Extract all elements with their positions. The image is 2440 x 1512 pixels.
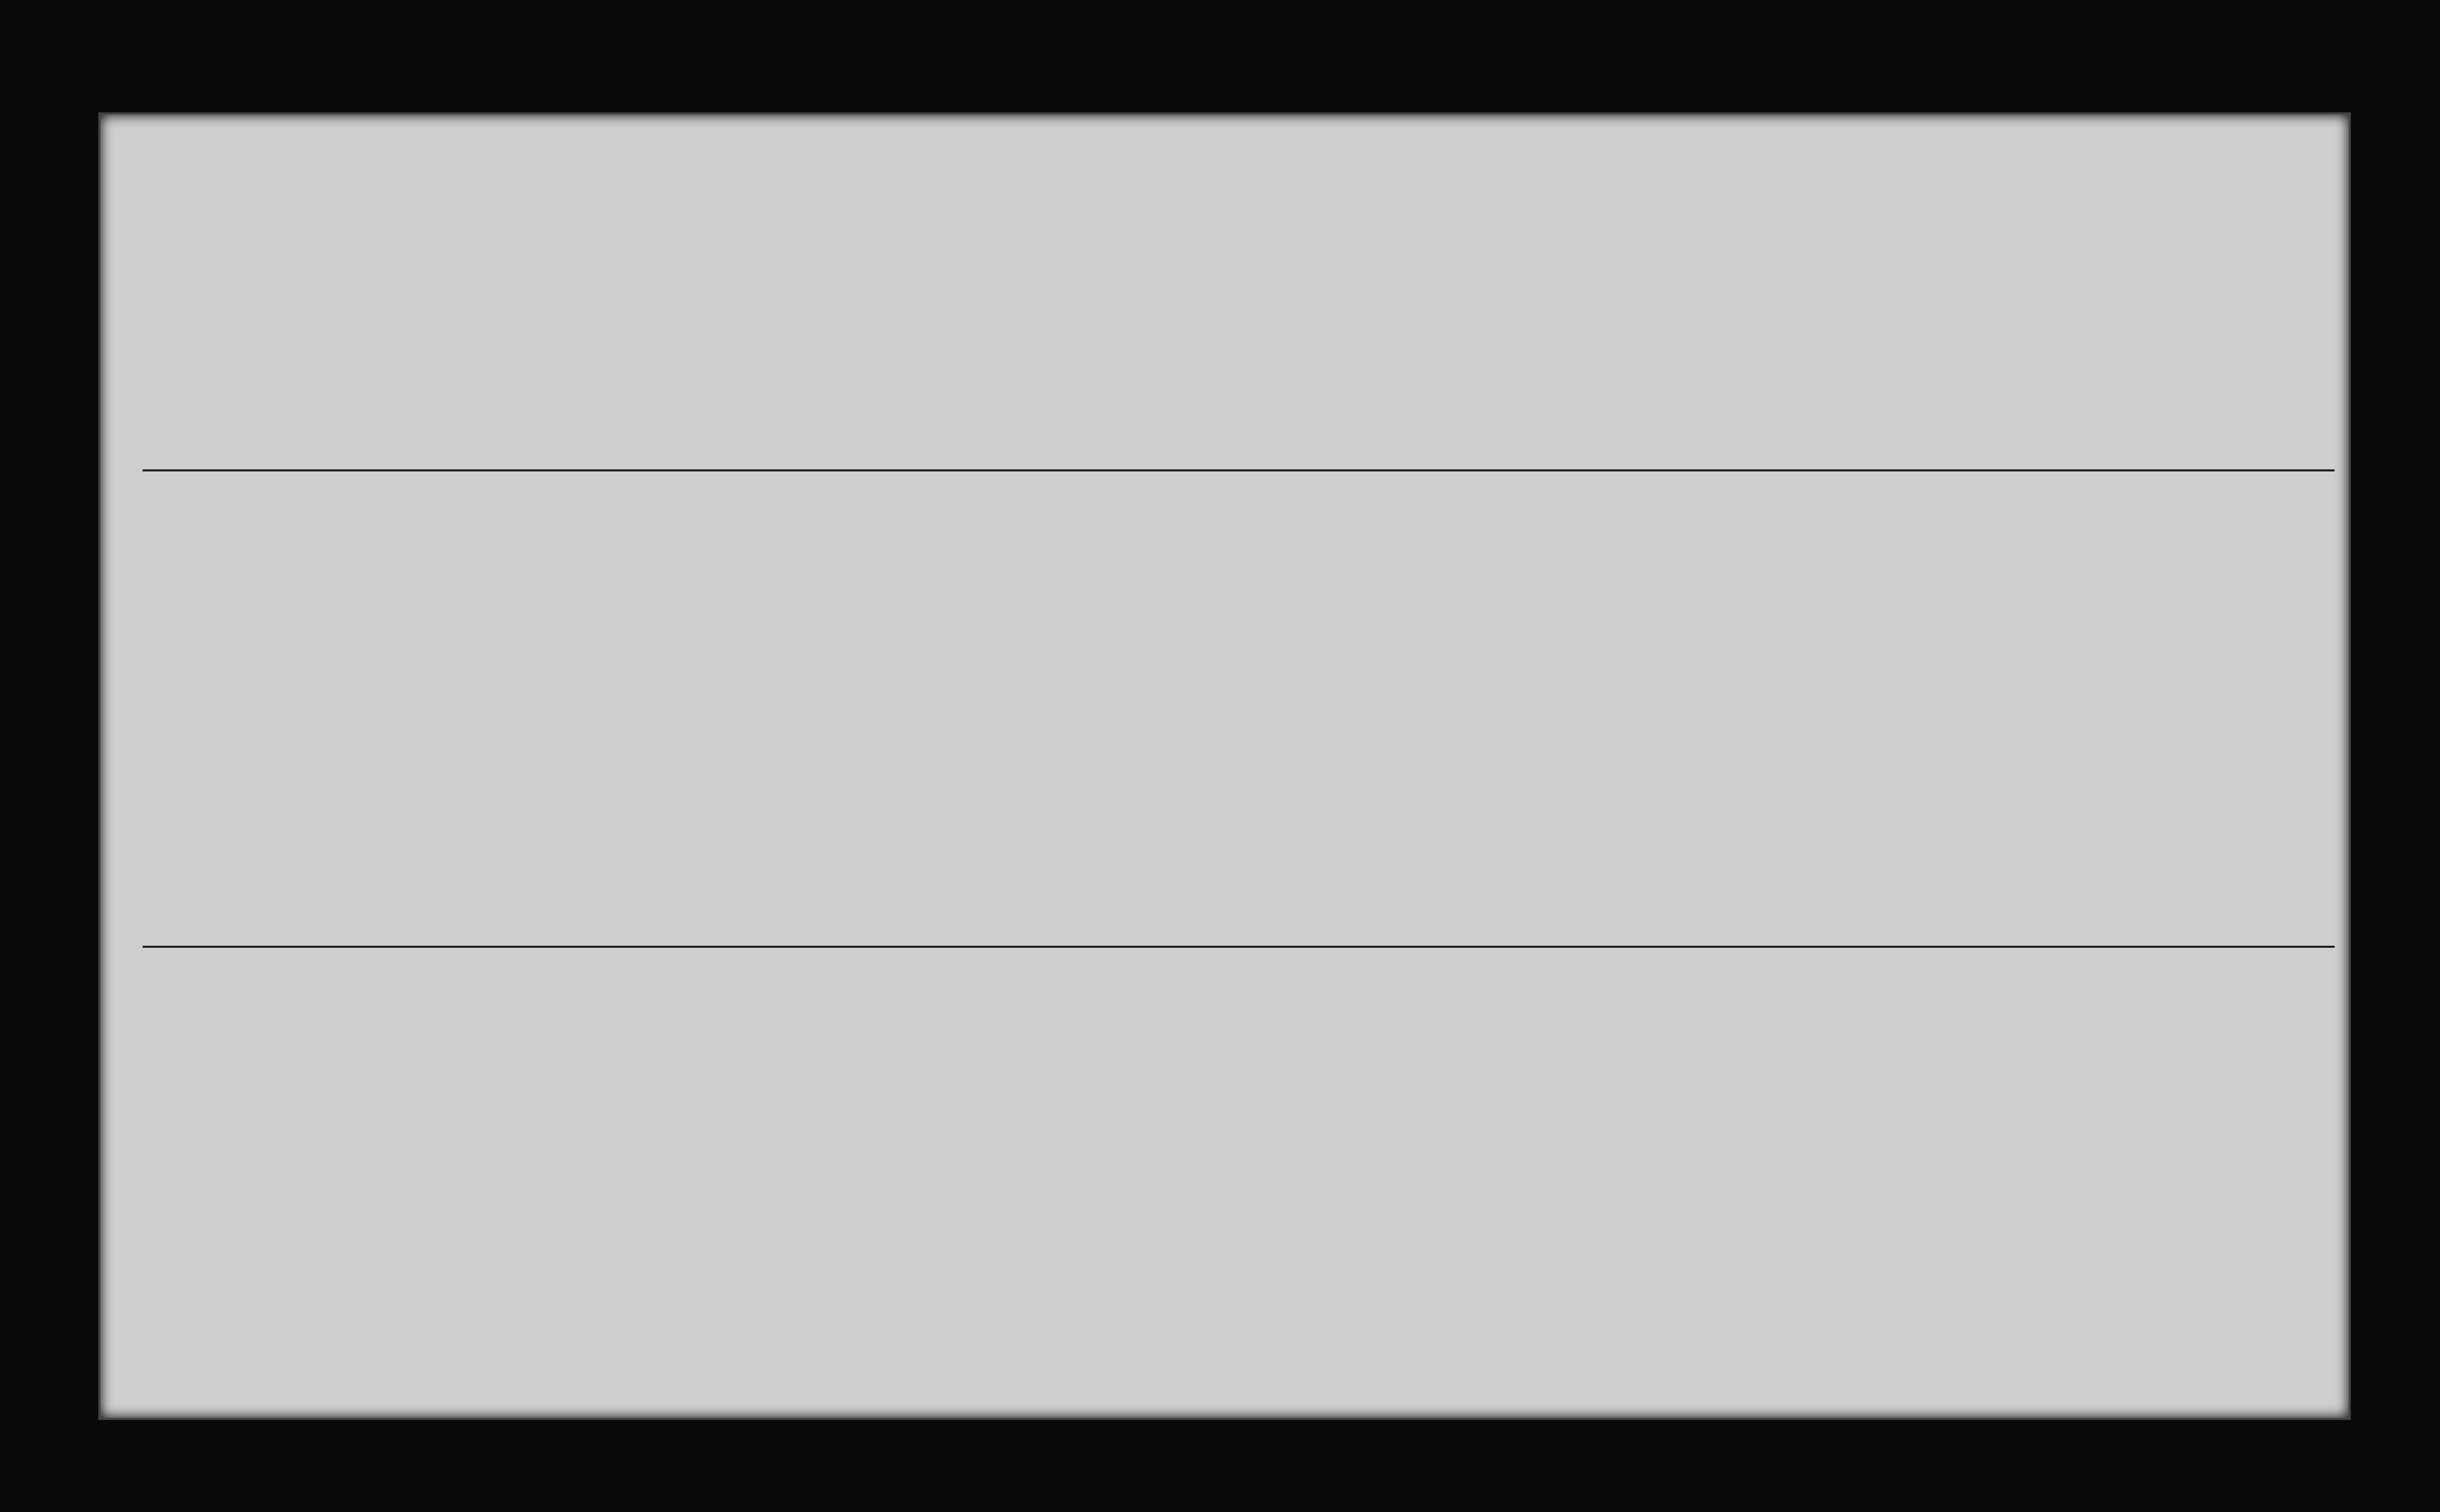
census-card [98, 112, 2351, 1420]
top-sowing-table [143, 146, 2335, 469]
middle-section [143, 469, 2335, 948]
lease-table [143, 944, 2335, 1393]
